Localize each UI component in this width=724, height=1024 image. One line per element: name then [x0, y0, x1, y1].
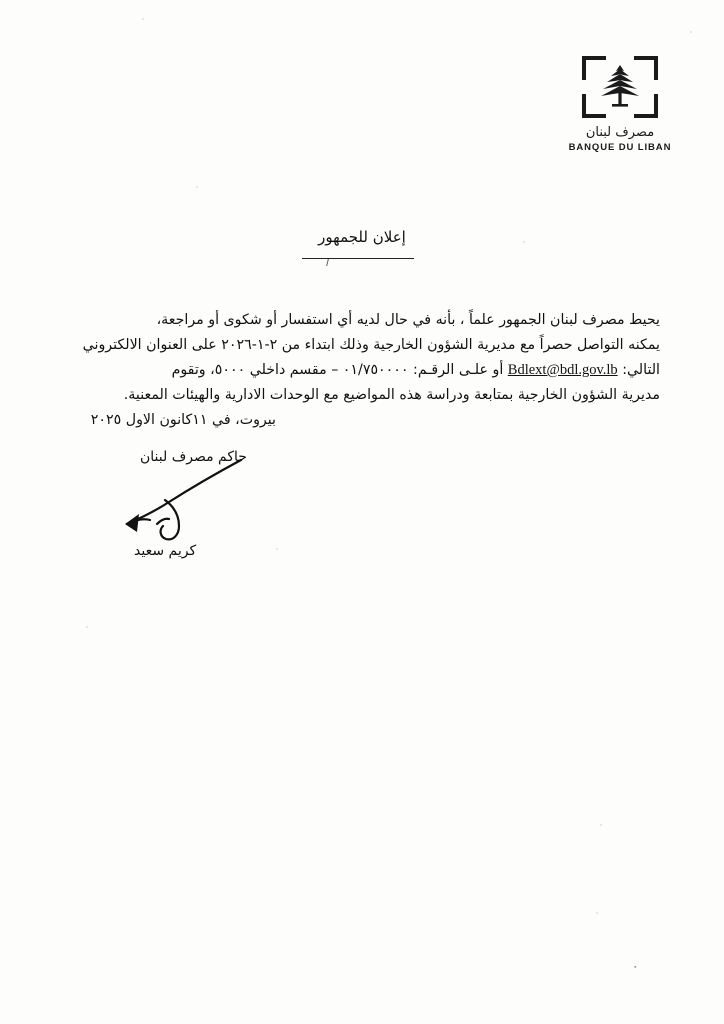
scan-speckle	[690, 31, 692, 33]
contact-email-link[interactable]: Bdlext@bdl.gov.lb	[507, 362, 618, 378]
signatory-name: كريم سعيد	[134, 543, 197, 559]
scan-speckle	[142, 18, 144, 20]
place-date-line: بيروت، في ١١كانون الاول ٢٠٢٥	[90, 412, 276, 428]
scan-artifact: ▪	[634, 964, 637, 971]
bank-name-english: BANQUE DU LIBAN	[568, 142, 672, 153]
scan-speckle	[600, 824, 602, 826]
signatory-role: حاكم مصرف لبنان	[140, 449, 247, 465]
title-underline	[302, 258, 414, 259]
bank-name-arabic: مصرف لبنان	[585, 125, 655, 140]
page-title: إعلان للجمهور	[318, 228, 406, 246]
cedar-tree-icon	[582, 56, 658, 118]
body-line-4: مديرية الشؤون الخارجية بمتابعة ودراسة هذه المواضيع مع الوحدات الادارية والهيئات المعنية.	[123, 387, 660, 403]
scan-speckle	[86, 626, 88, 628]
letterhead-logo	[560, 56, 680, 153]
notice-body	[66, 308, 660, 408]
scan-speckle	[596, 912, 598, 914]
scan-speckle	[196, 186, 198, 188]
body-line-3	[66, 358, 660, 383]
title-underline-mark	[326, 259, 338, 266]
body-line-1: يحيط مصرف لبنان الجمهور علماً ، بأنه في حال لديه أي استفسار أو شكوى أو مراجعة،	[156, 312, 660, 328]
body-line-2: يمكنه التواصل حصراً مع مديرية الشؤون الخارجية وذلك ابتداء من ٢-١-٢٠٢٦ على العنوان الالكتروني	[82, 337, 660, 353]
scan-speckle	[276, 548, 278, 550]
body-line-3-prefix: التالي:	[622, 362, 660, 378]
body-line-3-suffix: أو علـى الرقـم: ٠١/٧٥٠٠٠٠ – مقسم داخلي ٥٠٠٠، وتقوم	[171, 362, 504, 378]
